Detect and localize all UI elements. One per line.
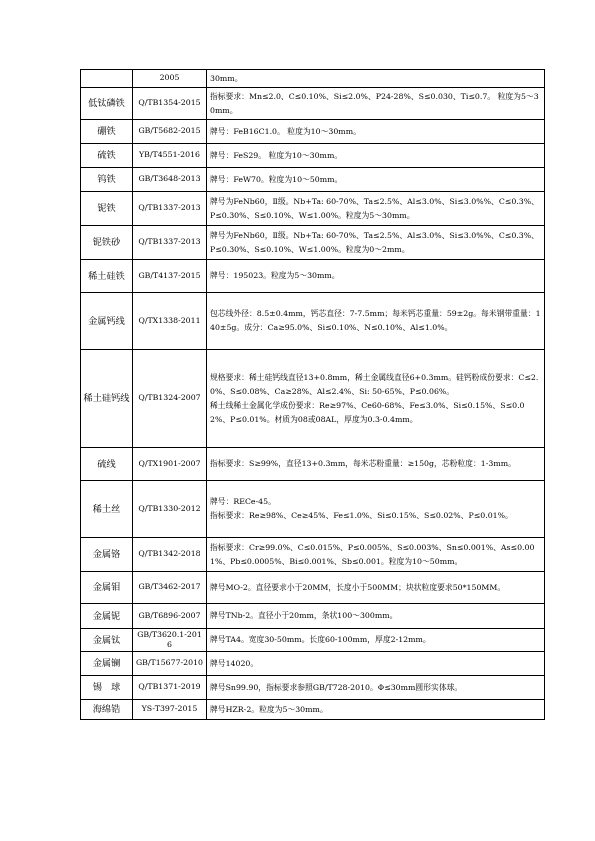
material-name: 低钛磷铁 [81, 88, 133, 120]
standard-code: Q/TB1337-2013 [133, 226, 207, 260]
spec-line: 牌号：FeB16C1.0。 粒度为10～30mm。 [210, 126, 361, 136]
standard-code: Q/TB1337-2013 [133, 192, 207, 226]
standard-code: Q/TB1324-2007 [133, 350, 207, 448]
spec-line: 牌号TA4。宽度30-50mm。长度60-100mm，厚度2-12mm。 [210, 635, 431, 645]
table-row [81, 676, 545, 700]
standard-code: GB/T5682-2015 [133, 120, 207, 144]
material-name: 海绵锆 [81, 700, 133, 720]
table-row [81, 144, 545, 168]
spec-line: 指标要求：Cr≥99.0%、C≤0.015%、P≤0.005%、S≤0.003%、Sn≤0.001%、As≤0.001%、Pb≤0.0005%、Bi≤0.001%、Sb≤0.001。粒度为10～50mm。 [210, 543, 535, 566]
spec-text [207, 88, 545, 120]
spec-line: 牌号HZR-2。粒度为5～30mm。 [210, 704, 328, 714]
standard-code: 2005 [133, 70, 207, 88]
spec-text [207, 226, 545, 260]
spec-text [207, 70, 545, 88]
spec-text [207, 538, 545, 572]
standard-code: Q/TB1330-2012 [133, 481, 207, 538]
spec-text [207, 192, 545, 226]
material-name: 稀土硅铁 [81, 260, 133, 293]
spec-text [207, 120, 545, 144]
table-row [81, 604, 545, 629]
spec-line: 牌号为FeNb60，Ⅱ级。Nb+Ta: 60-70%、Ta≤2.5%、Al≤3.0%、Si≤3.0%%、C≤0.3%、P≤0.30%、S≤0.10%、W≤1.00%。粒度为0～2mm。 [210, 231, 539, 254]
spec-line: 30mm。 [210, 73, 243, 83]
spec-text [207, 629, 545, 652]
standard-code: YB/T4551-2016 [133, 144, 207, 168]
material-name: 稀土硅钙线 [81, 350, 133, 448]
table-row [81, 120, 545, 144]
table-row [81, 538, 545, 572]
spec-line: 牌号：195023。粒度为5～30mm。 [210, 271, 340, 281]
spec-text [207, 481, 545, 538]
spec-line: 牌号MO-2。直径要求小于20MM，长度小于500MM；块状粒度要求50*150MM。 [210, 582, 506, 592]
spec-line: 指标要求：Mn≤2.0、C≤0.10%、Si≤2.0%、P24-28%、S≤0.030、Ti≤0.7。 粒度为5～30mm。 [210, 92, 539, 115]
standard-code: Q/TB1371-2019 [133, 676, 207, 700]
material-name: 硫铁 [81, 144, 133, 168]
standard-code: Q/TB1342-2018 [133, 538, 207, 572]
material-name: 稀土丝 [81, 481, 133, 538]
table-row [81, 70, 545, 88]
material-name: 硼铁 [81, 120, 133, 144]
spec-line: 牌号：FeS29。 粒度为10～30mm。 [210, 150, 343, 160]
spec-text [207, 144, 545, 168]
standard-code: GB/T3620.1-2016 [133, 629, 207, 652]
spec-text [207, 168, 545, 192]
table-row [81, 293, 545, 350]
table-row [81, 350, 545, 448]
spec-line: 指标要求：Re≥98%、Ce≥45%、Fe≤1.0%、Si≤0.15%、S≤0.02%、P≤0.01%。 [210, 511, 513, 520]
material-name: 金属铌 [81, 604, 133, 629]
standard-code: GB/T6896-2007 [133, 604, 207, 629]
standard-code: GB/T15677-2010 [133, 652, 207, 676]
table-row [81, 629, 545, 652]
spec-line: 牌号14020。 [210, 658, 259, 668]
material-name: 硫线 [81, 448, 133, 481]
standard-code: GB/T3648-2013 [133, 168, 207, 192]
table-row [81, 192, 545, 226]
spec-line: 规格要求：稀土硅钙线直径13+0.8mm，稀土金属线直径6+0.3mm。硅钙粉成份要求：C≤2.0%、S≤0.08%、Ca≥28%、Al≤2.4%、Si: 50-65%、P≤0.06%。 [210, 372, 539, 396]
spec-text [207, 604, 545, 629]
material-name: 铌铁砂 [81, 226, 133, 260]
standard-code: Q/TX1338-2011 [133, 293, 207, 350]
spec-line: 牌号：FeW70。粒度为10～50mm。 [210, 174, 343, 184]
table-row [81, 168, 545, 192]
material-name: 金属钼 [81, 572, 133, 604]
standard-code: GB/T4137-2015 [133, 260, 207, 293]
table-row [81, 481, 545, 538]
material-name: 锡 球 [81, 676, 133, 700]
spec-line: 指标要求：S≥99%，直径13+0.3mm，每米芯粉重量：≥150g，芯粉粒度：1-3mm。 [210, 459, 516, 469]
spec-line: 稀土线稀土金属化学成份要求：Re≥97%、Ce60-68%、Fe≤3.0%、Si≤0.15%、S≤0.02%、P≤0.01%。材质为08或08AL，厚度为0.3-0.4mm。 [210, 400, 525, 424]
spec-line: 包芯线外径：8.5±0.4mm，钙芯直径：7-7.5mm；每米钙芯重量：59±2g。每米钢带重量：140±5g。成分：Ca≥95.0%、Si≤0.10%、N≤0.10%、Al≤1.0%。 [210, 309, 541, 332]
spec-text [207, 676, 545, 700]
standard-code: GB/T3462-2017 [133, 572, 207, 604]
table-row [81, 572, 545, 604]
material-name: 金属铬 [81, 538, 133, 572]
table-row [81, 260, 545, 293]
spec-text [207, 350, 545, 448]
spec-line: 牌号：RECe-45。 [210, 497, 276, 506]
material-name: 铌铁 [81, 192, 133, 226]
spec-text [207, 652, 545, 676]
spec-line: 牌号Sn99.90，指标要求参照GB/T728-2010。Φ≤30mm圆形实体球。 [210, 682, 463, 692]
spec-line: 牌号TNb-2。直径小于20mm，条状100～300mm。 [210, 611, 398, 621]
table-row [81, 226, 545, 260]
spec-text [207, 700, 545, 720]
standard-code: Q/TB1354-2015 [133, 88, 207, 120]
material-name: 金属钛 [81, 629, 133, 652]
table-row [81, 88, 545, 120]
spec-text [207, 448, 545, 481]
table-row [81, 700, 545, 720]
material-spec-table [80, 69, 545, 720]
standard-code: YS-T397-2015 [133, 700, 207, 720]
table-row [81, 448, 545, 481]
spec-line: 牌号为FeNb60，Ⅱ级。Nb+Ta: 60-70%、Ta≤2.5%、Al≤3.0%、Si≤3.0%%、C≤0.3%、P≤0.30%、S≤0.10%、W≤1.00%。粒度为5～30mm。 [210, 197, 539, 220]
spec-text [207, 260, 545, 293]
spec-text [207, 293, 545, 350]
material-name: 钨铁 [81, 168, 133, 192]
table-row [81, 652, 545, 676]
material-name [81, 70, 133, 88]
spec-text [207, 572, 545, 604]
material-name: 金属镧 [81, 652, 133, 676]
material-name: 金属钙线 [81, 293, 133, 350]
standard-code: Q/TX1901-2007 [133, 448, 207, 481]
